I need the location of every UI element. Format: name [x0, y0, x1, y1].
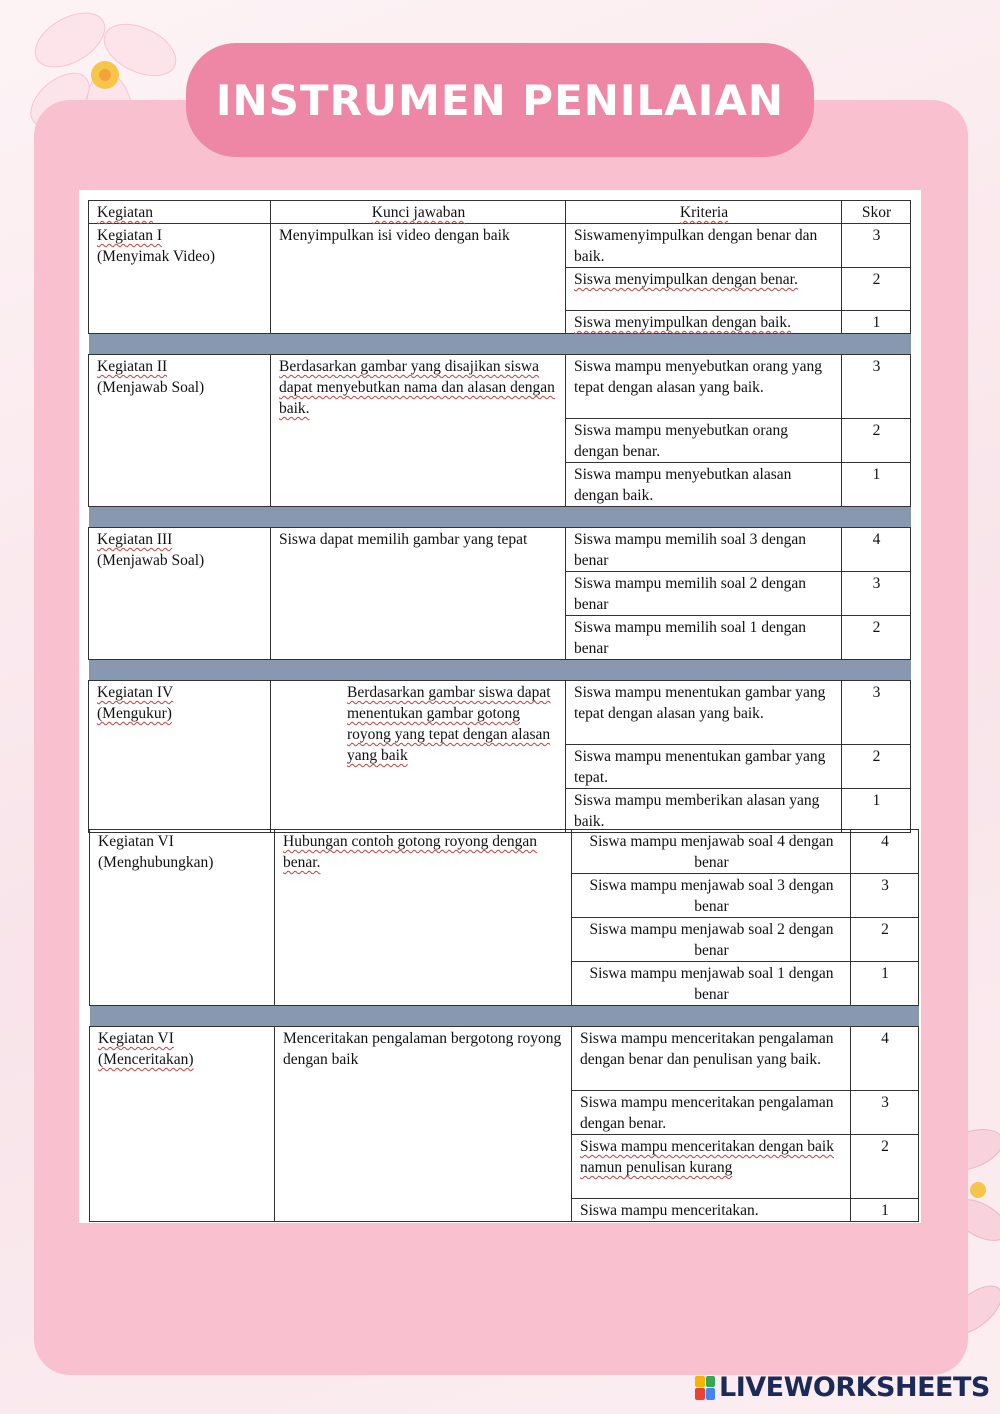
skor-cell: 3 [842, 355, 911, 419]
kriteria-cell: Siswa mampu menceritakan. [572, 1199, 851, 1222]
skor-cell: 2 [851, 918, 919, 962]
kriteria-cell: Siswa mampu menceritakan pengalaman dengan benar. [572, 1091, 851, 1135]
skor-cell: 4 [851, 830, 919, 874]
kunci-cell: Siswa dapat memilih gambar yang tepat [271, 528, 566, 660]
liveworksheets-icon [695, 1376, 715, 1400]
kegiatan-cell: Kegiatan IV (Mengukur) [89, 681, 271, 833]
table-header-row [89, 201, 911, 224]
skor-cell: 3 [842, 681, 911, 745]
kriteria-cell: Siswa mampu menjawab soal 4 dengan benar [572, 830, 851, 874]
skor-cell: 1 [842, 463, 911, 507]
separator-row [89, 507, 911, 528]
kegiatan-cell: Kegiatan III (Menjawab Soal) [89, 528, 271, 660]
kriteria-cell: Siswa mampu menceritakan dengan baik namun penulisan kurang [572, 1135, 851, 1199]
kegiatan-cell: Kegiatan VI (Menghubungkan) [90, 830, 275, 1006]
table-row [90, 830, 919, 874]
kriteria-cell: Siswa menyimpulkan dengan baik. [566, 311, 842, 334]
kegiatan-cell: Kegiatan VI (Menceritakan) [90, 1027, 275, 1222]
kunci-cell: Berdasarkan gambar yang disajikan siswa dapat menyebutkan nama dan alasan dengan baik. [271, 355, 566, 507]
table-row [89, 355, 911, 419]
skor-cell: 3 [851, 874, 919, 918]
kriteria-cell: Siswamenyimpulkan dengan benar dan baik. [566, 224, 842, 268]
skor-cell: 4 [842, 528, 911, 572]
kunci-cell: Berdasarkan gambar siswa dapat menentukan gambar gotong royong yang tepat dengan alasan yang baik [271, 681, 566, 833]
page-title: INSTRUMEN PENILAIAN [215, 75, 785, 125]
kriteria-cell: Siswa mampu memberikan alasan yang baik. [566, 789, 842, 833]
liveworksheets-logo[interactable] [695, 1372, 990, 1403]
skor-cell: 1 [851, 1199, 919, 1222]
table-row [89, 224, 911, 268]
title-banner [186, 43, 814, 157]
kriteria-cell: Siswa mampu menjawab soal 2 dengan benar [572, 918, 851, 962]
kriteria-cell: Siswa mampu menyebutkan orang yang tepat dengan alasan yang baik. [566, 355, 842, 419]
skor-cell: 1 [842, 789, 911, 833]
table-row [89, 681, 911, 745]
separator-row [90, 1006, 919, 1027]
column-header: Kunci jawaban [271, 201, 566, 224]
column-header: Skor [842, 201, 911, 224]
skor-cell: 1 [851, 962, 919, 1006]
kriteria-cell: Siswa mampu memilih soal 3 dengan benar [566, 528, 842, 572]
separator-row [89, 334, 911, 355]
skor-cell: 2 [842, 419, 911, 463]
skor-cell: 1 [842, 311, 911, 334]
kunci-cell: Menceritakan pengalaman bergotong royong dengan baik [275, 1027, 572, 1222]
kriteria-cell: Siswa mampu menyebutkan orang dengan benar. [566, 419, 842, 463]
skor-cell: 3 [842, 572, 911, 616]
skor-cell: 2 [851, 1135, 919, 1199]
kriteria-cell: Siswa mampu menjawab soal 3 dengan benar [572, 874, 851, 918]
kegiatan-cell: Kegiatan I (Menyimak Video) [89, 224, 271, 334]
column-header: Kriteria [566, 201, 842, 224]
kriteria-cell: Siswa mampu memilih soal 2 dengan benar [566, 572, 842, 616]
table-row [90, 1027, 919, 1091]
separator-row [89, 660, 911, 681]
kegiatan-cell: Kegiatan II (Menjawab Soal) [89, 355, 271, 507]
kunci-cell: Menyimpulkan isi video dengan baik [271, 224, 566, 334]
skor-cell: 2 [842, 616, 911, 660]
skor-cell: 4 [851, 1027, 919, 1091]
skor-cell: 3 [851, 1091, 919, 1135]
table-row [89, 528, 911, 572]
skor-cell: 2 [842, 745, 911, 789]
kriteria-cell: Siswa mampu menentukan gambar yang tepat. [566, 745, 842, 789]
kriteria-cell: Siswa mampu menceritakan pengalaman dengan benar dan penulisan yang baik. [572, 1027, 851, 1091]
skor-cell: 2 [842, 268, 911, 311]
column-header: Kegiatan [89, 201, 271, 224]
skor-cell: 3 [842, 224, 911, 268]
kriteria-cell: Siswa mampu menentukan gambar yang tepat dengan alasan yang baik. [566, 681, 842, 745]
assessment-table-1 [88, 200, 911, 833]
kriteria-cell: Siswa menyimpulkan dengan benar. [566, 268, 842, 311]
kriteria-cell: Siswa mampu memilih soal 1 dengan benar [566, 616, 842, 660]
brand-name: LIVEWORKSHEETS [719, 1372, 990, 1403]
kriteria-cell: Siswa mampu menyebutkan alasan dengan baik. [566, 463, 842, 507]
assessment-table-2 [89, 829, 919, 1222]
kriteria-cell: Siswa mampu menjawab soal 1 dengan benar [572, 962, 851, 1006]
kunci-cell: Hubungan contoh gotong royong dengan benar. [275, 830, 572, 1006]
